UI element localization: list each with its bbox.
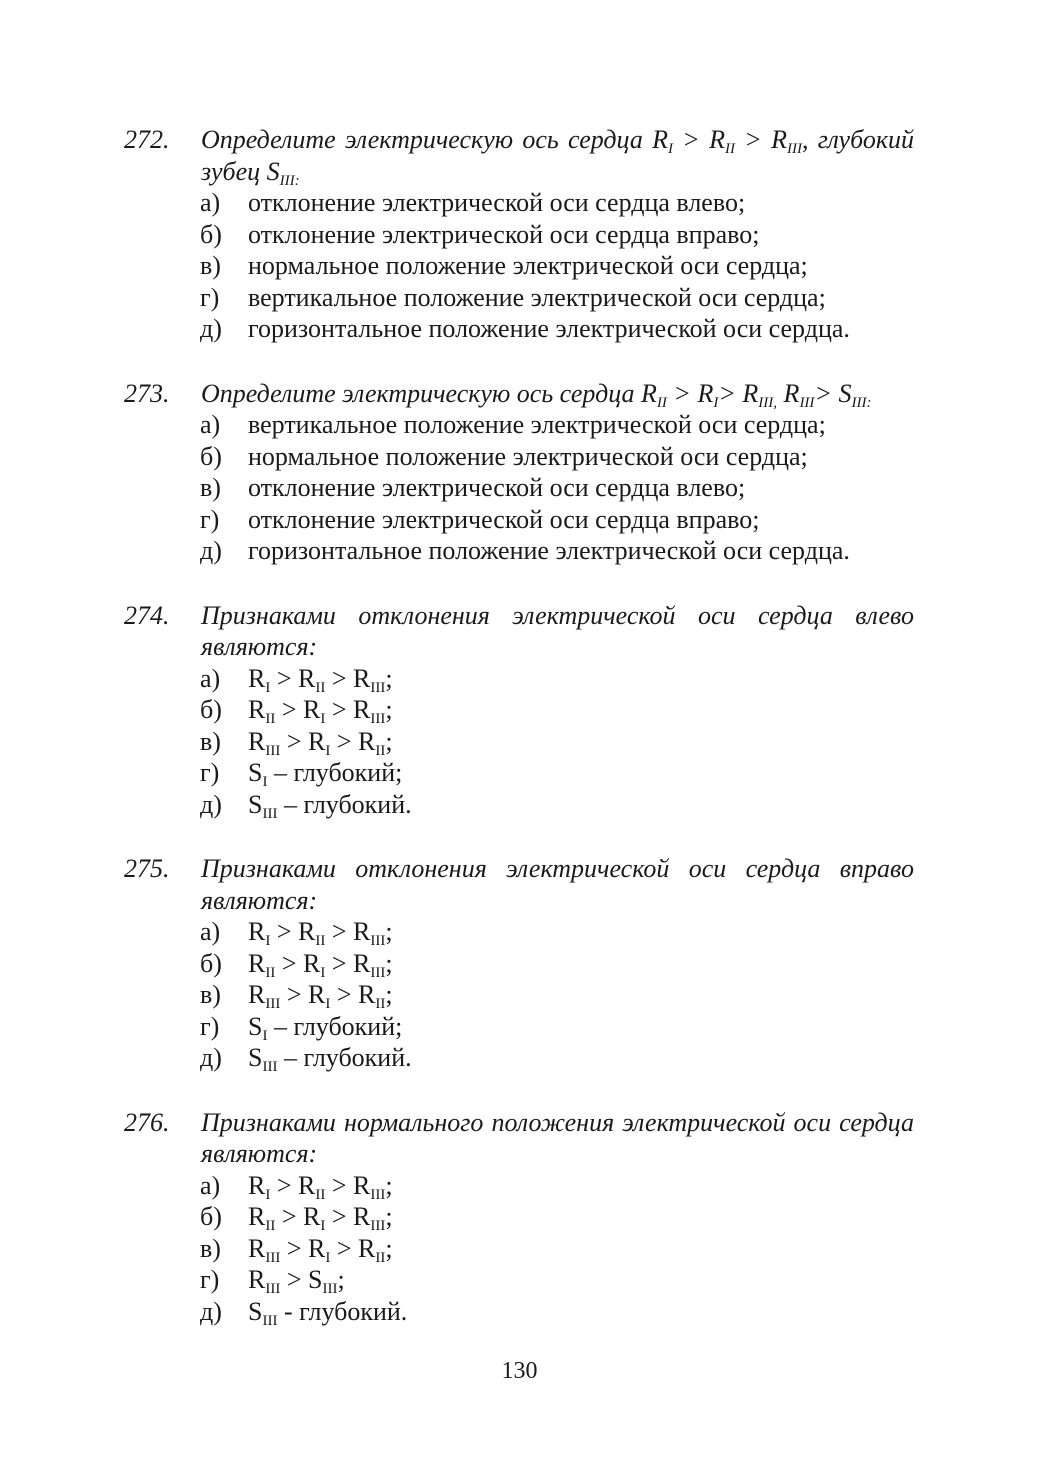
text-segment: S bbox=[248, 758, 263, 787]
text-segment: > R bbox=[325, 917, 371, 946]
subscript: III bbox=[370, 964, 386, 981]
text-segment: > R bbox=[275, 1202, 321, 1231]
answer-option bbox=[0, 1011, 1039, 1043]
subscript: III bbox=[786, 141, 802, 157]
answer-option bbox=[0, 472, 1039, 504]
text-segment: > R bbox=[673, 125, 725, 154]
text-segment: – глубокий. bbox=[277, 789, 412, 819]
text-segment: S bbox=[248, 1011, 263, 1041]
answer-options bbox=[0, 1170, 1039, 1328]
subscript: II bbox=[656, 394, 667, 411]
text-segment: R bbox=[248, 1170, 266, 1200]
option-text bbox=[248, 916, 393, 948]
subscript: III bbox=[799, 394, 815, 411]
option-letter: д) bbox=[200, 1043, 222, 1072]
question-text bbox=[201, 1107, 914, 1170]
question-number: 276. bbox=[124, 1107, 170, 1137]
subscript: II bbox=[375, 1249, 386, 1266]
answer-option bbox=[0, 789, 1039, 821]
text-segment: > R bbox=[275, 948, 321, 978]
option-letter: г) bbox=[200, 758, 220, 787]
question-stem bbox=[0, 853, 1039, 916]
question-number: 272. bbox=[124, 125, 170, 154]
option-letter: г) bbox=[200, 1265, 220, 1294]
text-segment: вертикальное положение электрической оси сердца; bbox=[248, 282, 826, 312]
option-letter: в) bbox=[200, 726, 221, 756]
option-text bbox=[248, 535, 850, 567]
text-segment: – глубокий; bbox=[267, 1011, 403, 1041]
text-segment: > R bbox=[280, 1233, 326, 1263]
option-letter: б) bbox=[200, 219, 222, 249]
text-segment: – глубокий; bbox=[267, 758, 403, 787]
text-segment: > R bbox=[275, 695, 321, 724]
answer-option bbox=[0, 504, 1039, 536]
option-letter: б) bbox=[200, 1202, 222, 1231]
option-text bbox=[248, 948, 393, 980]
option-text bbox=[248, 663, 393, 695]
option-text bbox=[248, 1170, 393, 1202]
subscript: II bbox=[265, 964, 276, 981]
text-segment: R bbox=[248, 980, 266, 1009]
option-letter: г) bbox=[200, 1011, 220, 1041]
answer-option bbox=[0, 726, 1039, 758]
question-number: 273. bbox=[124, 378, 170, 408]
text-segment: ; bbox=[337, 1265, 345, 1294]
text-segment: горизонтальное положение электрической оси сердца. bbox=[248, 314, 850, 343]
question-text bbox=[201, 124, 914, 187]
subscript: I bbox=[325, 1249, 331, 1266]
option-letter: д) bbox=[200, 314, 222, 343]
answer-options bbox=[0, 187, 1039, 345]
option-letter: б) bbox=[200, 695, 222, 724]
question-text bbox=[201, 378, 914, 410]
option-text bbox=[248, 979, 393, 1011]
option-letter: б) bbox=[200, 948, 222, 978]
text-segment: ; bbox=[385, 1202, 393, 1231]
text-segment: S bbox=[248, 1043, 263, 1072]
answer-option bbox=[0, 313, 1039, 345]
question bbox=[0, 1107, 1039, 1328]
text-segment: Признаками отклонения электрической оси сердца влево являются: bbox=[201, 600, 914, 661]
text-segment: нормальное положение электрической оси сердца; bbox=[248, 251, 808, 280]
question-stem bbox=[0, 124, 1039, 187]
answer-option bbox=[0, 979, 1039, 1011]
subscript: III bbox=[370, 1186, 386, 1203]
subscript: III bbox=[370, 711, 386, 727]
option-letter: а) bbox=[200, 917, 221, 946]
text-segment: R bbox=[248, 948, 266, 978]
question bbox=[0, 378, 1039, 567]
option-letter: д) bbox=[200, 789, 222, 819]
option-text bbox=[248, 757, 402, 789]
option-text bbox=[248, 726, 393, 758]
option-text bbox=[248, 441, 808, 473]
text-segment: вертикальное положение электрической оси сердца; bbox=[248, 410, 826, 439]
text-segment: ; bbox=[385, 917, 393, 946]
text-segment: > R bbox=[280, 726, 326, 756]
option-text bbox=[248, 219, 759, 251]
subscript: I bbox=[320, 1218, 326, 1234]
question-text bbox=[201, 853, 914, 916]
subscript: I bbox=[262, 774, 268, 790]
option-text bbox=[248, 1201, 393, 1233]
text-segment: > R bbox=[330, 726, 376, 756]
text-segment: – глубокий. bbox=[277, 1043, 412, 1072]
option-text bbox=[248, 1296, 407, 1328]
question-text bbox=[201, 600, 914, 663]
answer-option bbox=[0, 663, 1039, 695]
subscript: II bbox=[725, 141, 735, 157]
option-letter: а) bbox=[200, 1170, 221, 1200]
answer-option bbox=[0, 948, 1039, 980]
answer-option bbox=[0, 1233, 1039, 1265]
subscript: III bbox=[265, 742, 281, 759]
answer-option bbox=[0, 282, 1039, 314]
option-text bbox=[248, 187, 745, 219]
subscript: II bbox=[375, 742, 386, 759]
subscript: III bbox=[265, 996, 281, 1012]
subscript: III bbox=[265, 1249, 281, 1266]
text-segment: R bbox=[248, 1202, 266, 1231]
option-letter: в) bbox=[200, 473, 221, 502]
answer-option bbox=[0, 219, 1039, 251]
answer-options bbox=[0, 409, 1039, 567]
option-text bbox=[248, 504, 759, 536]
option-text bbox=[248, 1233, 393, 1265]
text-segment: отклонение электрической оси сердца вправо; bbox=[248, 504, 760, 534]
option-letter: а) bbox=[200, 188, 221, 217]
answer-options bbox=[0, 663, 1039, 821]
subscript: III: bbox=[851, 394, 872, 411]
text-segment: ; bbox=[385, 726, 393, 756]
text-segment: нормальное положение электрической оси сердца; bbox=[248, 441, 808, 471]
text-segment: - глубокий. bbox=[277, 1296, 408, 1326]
question-number: 274. bbox=[124, 600, 170, 630]
text-segment: > R bbox=[735, 125, 787, 154]
answer-option bbox=[0, 441, 1039, 473]
answer-option bbox=[0, 1170, 1039, 1202]
text-segment: > R bbox=[718, 378, 759, 408]
subscript: III bbox=[262, 1312, 278, 1329]
text-segment: > R bbox=[270, 663, 316, 693]
subscript: II bbox=[315, 1186, 326, 1203]
option-text bbox=[248, 409, 826, 441]
text-segment: > R bbox=[270, 917, 316, 946]
subscript: II bbox=[375, 996, 386, 1012]
text-segment: R bbox=[248, 917, 266, 946]
text-segment: R bbox=[777, 378, 800, 408]
subscript: III: bbox=[279, 172, 300, 189]
text-segment: Определите электрическую ось сердца R bbox=[201, 125, 669, 154]
question-list bbox=[0, 124, 1039, 1360]
answer-option bbox=[0, 916, 1039, 948]
subscript: III bbox=[265, 1281, 281, 1297]
subscript: II bbox=[265, 1218, 276, 1234]
text-segment: > S bbox=[814, 378, 852, 408]
text-segment: R bbox=[248, 663, 266, 693]
option-letter: д) bbox=[200, 536, 222, 565]
subscript: I bbox=[265, 1186, 271, 1203]
subscript: I bbox=[262, 1027, 268, 1044]
text-segment: R bbox=[248, 695, 266, 724]
question-stem bbox=[0, 600, 1039, 663]
text-segment: R bbox=[248, 1265, 266, 1294]
option-letter: а) bbox=[200, 663, 221, 693]
question-stem bbox=[0, 1107, 1039, 1170]
text-segment: > S bbox=[280, 1265, 323, 1294]
subscript: II bbox=[315, 679, 326, 696]
option-letter: в) bbox=[200, 1233, 221, 1263]
option-letter: б) bbox=[200, 441, 222, 471]
text-segment: отклонение электрической оси сердца вправо; bbox=[248, 219, 760, 249]
option-letter: в) bbox=[200, 980, 221, 1009]
option-text bbox=[248, 250, 808, 282]
option-letter: в) bbox=[200, 251, 221, 280]
subscript: III bbox=[370, 679, 386, 696]
answer-option bbox=[0, 187, 1039, 219]
text-segment: R bbox=[248, 726, 266, 756]
subscript: III bbox=[262, 1059, 278, 1075]
text-segment: S bbox=[248, 789, 263, 819]
question-stem bbox=[0, 378, 1039, 410]
subscript: II bbox=[265, 711, 276, 727]
answer-option bbox=[0, 757, 1039, 789]
subscript: II bbox=[315, 933, 326, 949]
subscript: III bbox=[370, 1218, 386, 1234]
text-segment: > R bbox=[325, 948, 371, 978]
subscript: III bbox=[370, 933, 386, 949]
subscript: I bbox=[320, 711, 326, 727]
text-segment: > R bbox=[325, 1170, 371, 1200]
option-text bbox=[248, 1011, 402, 1043]
option-text bbox=[248, 1264, 345, 1296]
answer-option bbox=[0, 694, 1039, 726]
text-segment: R bbox=[248, 1233, 266, 1263]
text-segment: , глубокий зубец S bbox=[201, 125, 914, 186]
subscript: I bbox=[668, 141, 674, 157]
option-letter: г) bbox=[200, 282, 220, 312]
subscript: I bbox=[325, 742, 331, 759]
option-text bbox=[248, 694, 393, 726]
text-segment: Признаками отклонения электрической оси сердца вправо являются: bbox=[201, 854, 914, 915]
answer-option bbox=[0, 1296, 1039, 1328]
option-text bbox=[248, 313, 850, 345]
text-segment: горизонтальное положение электрической оси сердца. bbox=[248, 536, 850, 565]
answer-option bbox=[0, 1201, 1039, 1233]
answer-option bbox=[0, 1042, 1039, 1074]
text-segment: Определите электрическую ось сердца R bbox=[201, 378, 657, 408]
question bbox=[0, 600, 1039, 821]
option-text bbox=[248, 472, 745, 504]
option-letter: г) bbox=[200, 504, 220, 534]
question bbox=[0, 124, 1039, 345]
text-segment: > R bbox=[666, 378, 714, 408]
text-segment: отклонение электрической оси сердца влево; bbox=[248, 188, 746, 217]
answer-option bbox=[0, 409, 1039, 441]
answer-option bbox=[0, 250, 1039, 282]
text-segment: Признаками нормального положения электрической оси сердца являются: bbox=[201, 1107, 914, 1168]
question bbox=[0, 853, 1039, 1074]
subscript: I bbox=[265, 679, 271, 696]
answer-options bbox=[0, 916, 1039, 1074]
text-segment: > R bbox=[330, 1233, 376, 1263]
text-segment: отклонение электрической оси сердца влево; bbox=[248, 473, 746, 502]
page-number: 130 bbox=[501, 1358, 538, 1384]
text-segment: ; bbox=[385, 948, 393, 978]
text-segment: > R bbox=[325, 663, 371, 693]
option-text bbox=[248, 282, 826, 314]
subscript: III bbox=[322, 1281, 338, 1297]
subscript: I bbox=[320, 964, 326, 981]
option-text bbox=[248, 789, 412, 821]
text-segment: > R bbox=[325, 1202, 371, 1231]
option-letter: д) bbox=[200, 1296, 222, 1326]
subscript: III, bbox=[758, 394, 778, 411]
text-segment: > R bbox=[330, 980, 376, 1009]
text-segment: ; bbox=[385, 1170, 393, 1200]
subscript: I bbox=[713, 394, 719, 411]
option-letter: а) bbox=[200, 410, 221, 439]
text-segment: ; bbox=[385, 663, 393, 693]
text-segment: > R bbox=[270, 1170, 316, 1200]
text-segment: > R bbox=[280, 980, 326, 1009]
subscript: III bbox=[262, 805, 278, 822]
text-segment: S bbox=[248, 1296, 263, 1326]
text-segment: ; bbox=[385, 1233, 393, 1263]
text-segment: ; bbox=[385, 695, 393, 724]
question-number: 275. bbox=[124, 854, 170, 883]
option-text bbox=[248, 1042, 412, 1074]
subscript: I bbox=[325, 996, 331, 1012]
text-segment: ; bbox=[385, 980, 393, 1009]
subscript: I bbox=[265, 933, 271, 949]
answer-option bbox=[0, 535, 1039, 567]
text-segment: > R bbox=[325, 695, 371, 724]
answer-option bbox=[0, 1264, 1039, 1296]
